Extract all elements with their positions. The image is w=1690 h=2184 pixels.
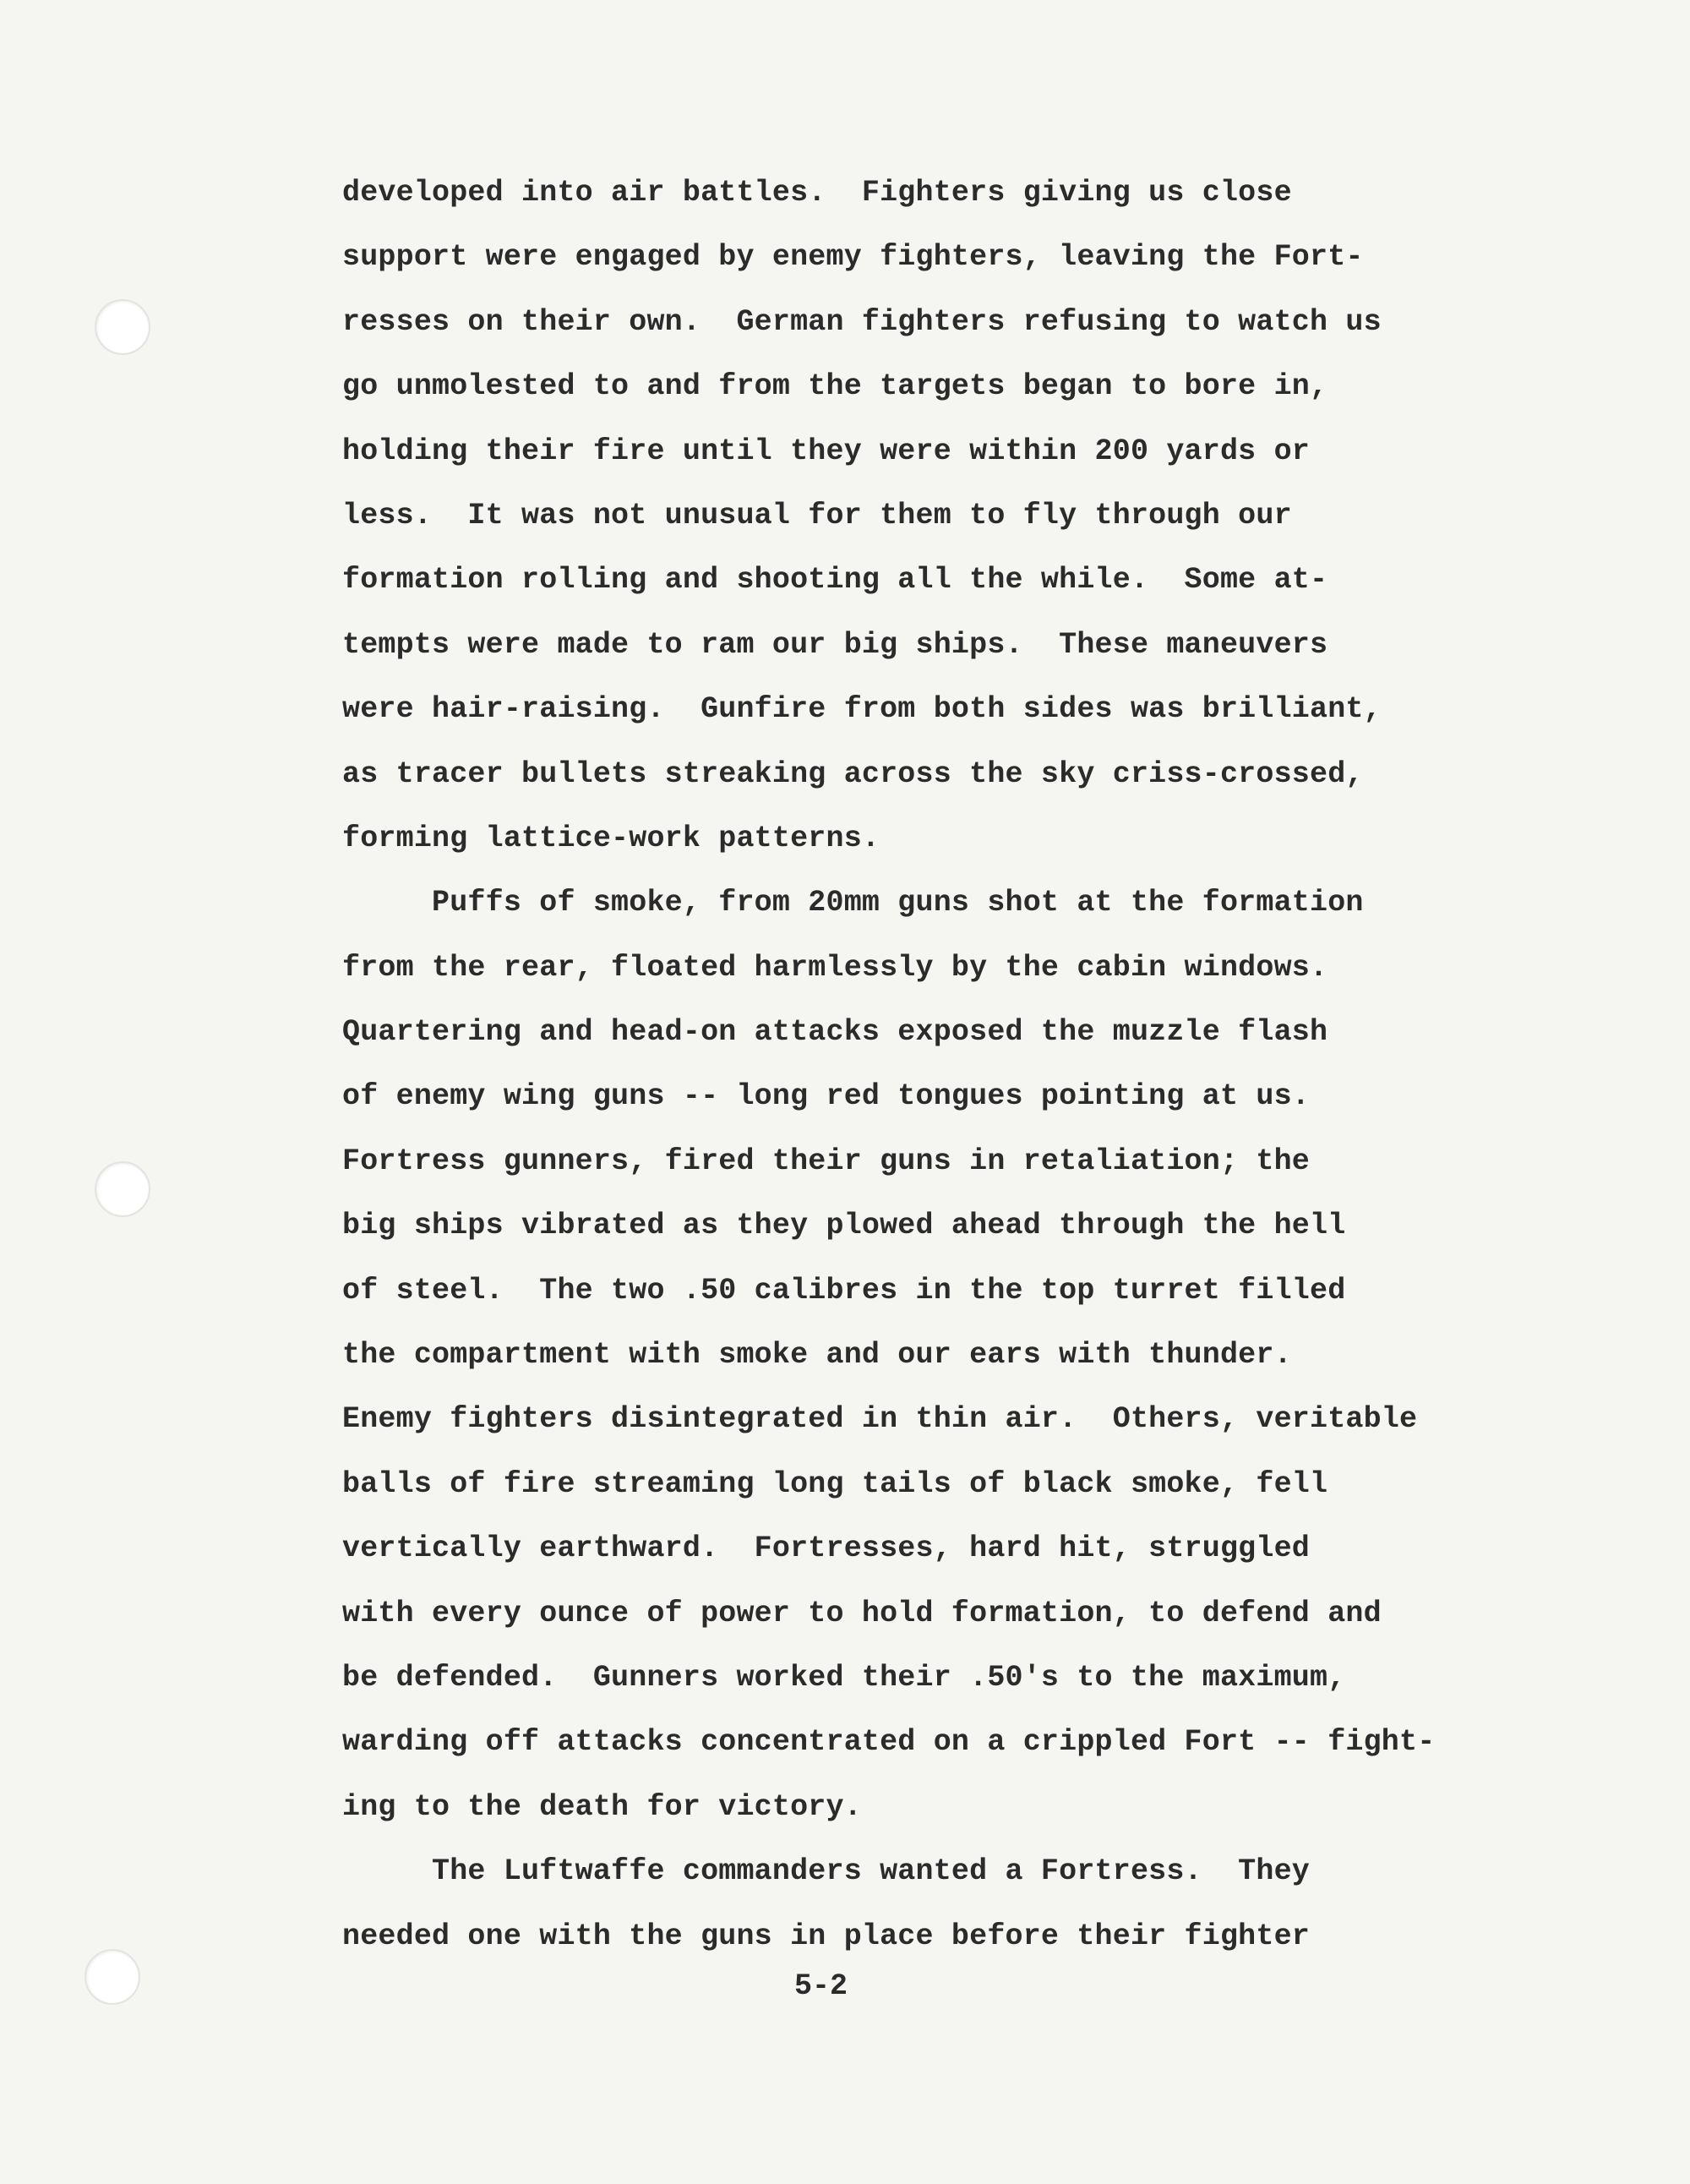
text-line: the compartment with smoke and our ears with thunder. <box>342 1338 1292 1373</box>
text-line: were hair-raising. Gunfire from both sides was brilliant, <box>342 692 1382 727</box>
text-line: be defended. Gunners worked their .50's to the maximum, <box>342 1660 1346 1695</box>
text-line: of steel. The two .50 calibres in the top turret filled <box>342 1273 1346 1308</box>
text-line: Enemy fighters disintegrated in thin air. Others, veritable <box>342 1402 1418 1437</box>
punch-hole <box>95 1161 150 1217</box>
text-line: developed into air battles. Fighters giving us close <box>342 176 1292 210</box>
text-line: as tracer bullets streaking across the sky criss-crossed, <box>342 756 1364 791</box>
text-line: big ships vibrated as they plowed ahead through the hell <box>342 1209 1346 1243</box>
text-line: tempts were made to ram our big ships. These maneuvers <box>342 627 1328 662</box>
text-line: balls of fire streaming long tails of black smoke, fell <box>342 1466 1328 1501</box>
text-line: forming lattice-work patterns. <box>342 821 880 855</box>
text-line: needed one with the guns in place before their fighter <box>342 1919 1310 1953</box>
text-line: holding their fire until they were within 200 yards or <box>342 434 1310 468</box>
text-line: of enemy wing guns -- long red tongues pointing at us. <box>342 1079 1310 1114</box>
punch-hole <box>84 1949 140 2005</box>
text-line: warding off attacks concentrated on a crippled Fort -- fight- <box>342 1725 1436 1760</box>
page-number: 5-2 <box>794 1969 848 2003</box>
body-text <box>342 161 1567 1968</box>
text-line: vertically earthward. Fortresses, hard hit, struggled <box>342 1532 1310 1566</box>
text-line: resses on their own. German fighters refusing to watch us <box>342 304 1382 339</box>
text-line: Fortress gunners, fired their guns in retaliation; the <box>342 1144 1310 1178</box>
text-line: less. It was not unusual for them to fly through our <box>342 498 1292 532</box>
text-line: from the rear, floated harmlessly by the cabin windows. <box>342 950 1328 985</box>
text-line: support were engaged by enemy fighters, leaving the Fort- <box>342 240 1364 275</box>
text-line: ing to the death for victory. <box>342 1789 862 1824</box>
text-line: Puffs of smoke, from 20mm guns shot at the formation <box>342 886 1364 920</box>
text-line: The Luftwaffe commanders wanted a Fortress. They <box>342 1854 1310 1889</box>
text-line: Quartering and head-on attacks exposed the muzzle flash <box>342 1015 1328 1050</box>
punch-hole <box>95 299 150 355</box>
text-line: with every ounce of power to hold formation, to defend and <box>342 1596 1382 1630</box>
text-line: go unmolested to and from the targets began to bore in, <box>342 369 1328 404</box>
text-line: formation rolling and shooting all the while. Some at- <box>342 563 1328 598</box>
